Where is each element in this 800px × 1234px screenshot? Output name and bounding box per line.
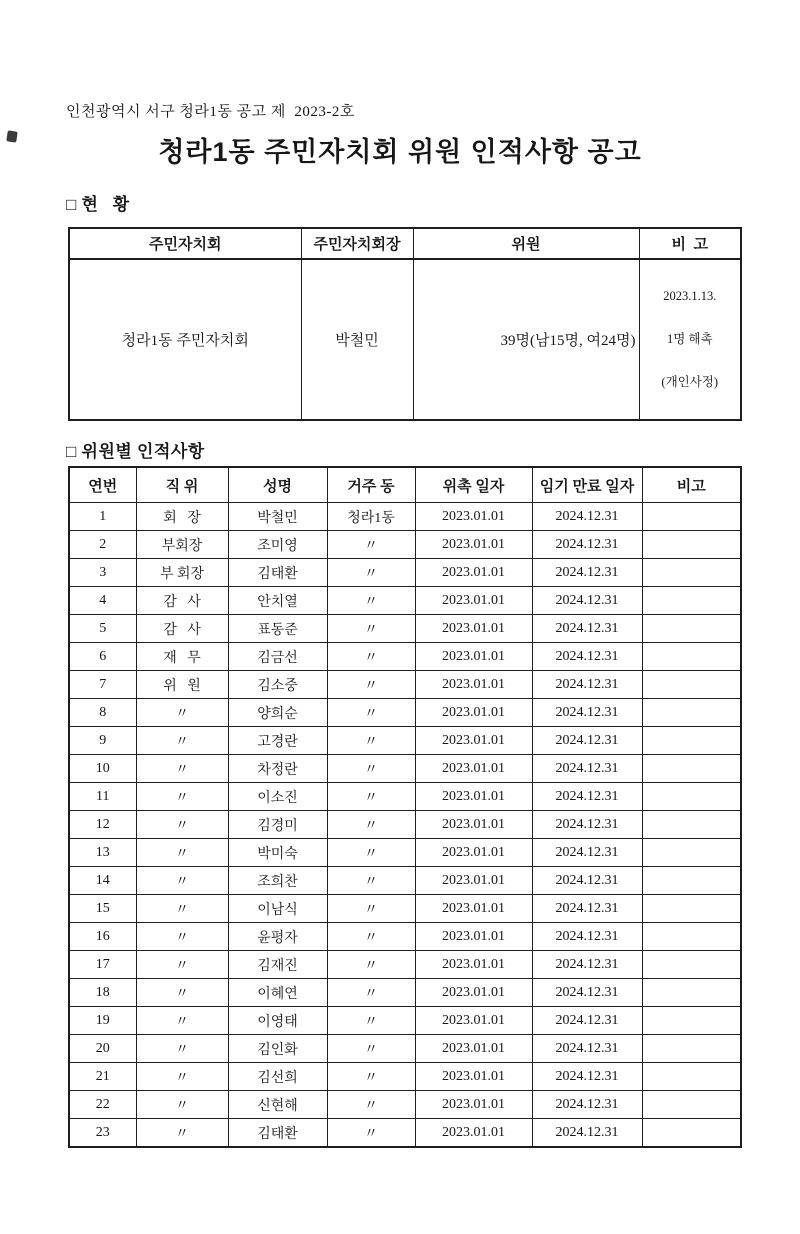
- member-appointed: 2023.01.01: [415, 587, 532, 615]
- member-appointed: 2023.01.01: [415, 755, 532, 783]
- member-name: 조희찬: [228, 867, 327, 895]
- status-note-line: 2023.1.13.: [663, 289, 717, 303]
- member-no: 14: [69, 867, 136, 895]
- members-table: [68, 466, 742, 1148]
- member-dong: 〃: [327, 839, 415, 867]
- page-title: 청라1동 주민자치회 위원 인적사항 공고: [158, 137, 642, 167]
- member-position: 〃: [136, 1119, 228, 1148]
- member-name: 이혜연: [228, 979, 327, 1007]
- member-no: 9: [69, 727, 136, 755]
- member-row: [69, 1063, 741, 1091]
- member-appointed: 2023.01.01: [415, 811, 532, 839]
- member-appointed: 2023.01.01: [415, 615, 532, 643]
- member-expires: 2024.12.31: [532, 895, 642, 923]
- member-no: 20: [69, 1035, 136, 1063]
- status-note: [639, 259, 741, 420]
- member-name: 박철민: [228, 503, 327, 531]
- member-note: [642, 699, 741, 727]
- member-position: 〃: [136, 979, 228, 1007]
- member-expires: 2024.12.31: [532, 1063, 642, 1091]
- member-expires: 2024.12.31: [532, 699, 642, 727]
- member-no: 15: [69, 895, 136, 923]
- member-row: [69, 587, 741, 615]
- member-name: 김인화: [228, 1035, 327, 1063]
- members-col-note: 비고: [642, 467, 741, 503]
- member-position: 〃: [136, 755, 228, 783]
- member-row: [69, 1091, 741, 1119]
- status-note-line: (개인사정): [661, 375, 719, 389]
- member-name: 김태환: [228, 1119, 327, 1148]
- council-name: 청라1동 주민자치회: [69, 259, 301, 420]
- member-note: [642, 727, 741, 755]
- member-position: 〃: [136, 839, 228, 867]
- member-position: 〃: [136, 811, 228, 839]
- member-name: 양희순: [228, 699, 327, 727]
- member-name: 이남식: [228, 895, 327, 923]
- member-note: [642, 839, 741, 867]
- status-note-line: 1명 해촉: [666, 332, 713, 346]
- members-col-appointed: 위촉 일자: [415, 467, 532, 503]
- member-note: [642, 1035, 741, 1063]
- member-no: 16: [69, 923, 136, 951]
- status-table-header-row: [69, 228, 741, 259]
- member-expires: 2024.12.31: [532, 755, 642, 783]
- member-row: [69, 867, 741, 895]
- member-dong: 청라1동: [327, 503, 415, 531]
- member-note: [642, 1007, 741, 1035]
- member-dong: 〃: [327, 1007, 415, 1035]
- member-dong: 〃: [327, 1091, 415, 1119]
- member-note: [642, 895, 741, 923]
- member-name: 안치열: [228, 587, 327, 615]
- member-dong: 〃: [327, 727, 415, 755]
- member-expires: 2024.12.31: [532, 979, 642, 1007]
- member-name: 김재진: [228, 951, 327, 979]
- member-note: [642, 755, 741, 783]
- member-dong: 〃: [327, 531, 415, 559]
- chairman-name: 박철민: [301, 259, 413, 420]
- member-appointed: 2023.01.01: [415, 895, 532, 923]
- member-row: [69, 503, 741, 531]
- member-name: 표동준: [228, 615, 327, 643]
- member-row: [69, 755, 741, 783]
- member-no: 2: [69, 531, 136, 559]
- member-position: 위 원: [136, 671, 228, 699]
- member-row: [69, 783, 741, 811]
- member-appointed: 2023.01.01: [415, 531, 532, 559]
- members-table-body: [69, 503, 741, 1148]
- member-row: [69, 615, 741, 643]
- member-note: [642, 951, 741, 979]
- member-dong: 〃: [327, 587, 415, 615]
- member-note: [642, 979, 741, 1007]
- member-note: [642, 1091, 741, 1119]
- member-row: [69, 727, 741, 755]
- member-note: [642, 783, 741, 811]
- member-no: 5: [69, 615, 136, 643]
- member-dong: 〃: [327, 699, 415, 727]
- member-name: 김선희: [228, 1063, 327, 1091]
- member-dong: 〃: [327, 895, 415, 923]
- member-expires: 2024.12.31: [532, 1119, 642, 1148]
- member-position: 회 장: [136, 503, 228, 531]
- member-count: 39명(남15명, 여24명): [413, 259, 639, 420]
- member-expires: 2024.12.31: [532, 783, 642, 811]
- member-appointed: 2023.01.01: [415, 671, 532, 699]
- member-note: [642, 867, 741, 895]
- member-expires: 2024.12.31: [532, 615, 642, 643]
- member-appointed: 2023.01.01: [415, 839, 532, 867]
- member-note: [642, 671, 741, 699]
- member-appointed: 2023.01.01: [415, 1063, 532, 1091]
- member-note: [642, 559, 741, 587]
- member-dong: 〃: [327, 755, 415, 783]
- member-dong: 〃: [327, 951, 415, 979]
- member-row: [69, 895, 741, 923]
- member-expires: 2024.12.31: [532, 867, 642, 895]
- member-dong: 〃: [327, 1063, 415, 1091]
- member-no: 19: [69, 1007, 136, 1035]
- member-position: 〃: [136, 951, 228, 979]
- member-expires: 2024.12.31: [532, 643, 642, 671]
- member-appointed: 2023.01.01: [415, 1007, 532, 1035]
- member-appointed: 2023.01.01: [415, 979, 532, 1007]
- member-note: [642, 811, 741, 839]
- member-position: 〃: [136, 1007, 228, 1035]
- member-row: [69, 979, 741, 1007]
- member-note: [642, 587, 741, 615]
- member-name: 조미영: [228, 531, 327, 559]
- member-appointed: 2023.01.01: [415, 699, 532, 727]
- members-table-header-row: [69, 467, 741, 503]
- members-col-no: 연번: [69, 467, 136, 503]
- member-note: [642, 1063, 741, 1091]
- member-dong: 〃: [327, 867, 415, 895]
- member-expires: 2024.12.31: [532, 531, 642, 559]
- member-name: 신현해: [228, 1091, 327, 1119]
- member-no: 4: [69, 587, 136, 615]
- member-appointed: 2023.01.01: [415, 559, 532, 587]
- member-name: 김경미: [228, 811, 327, 839]
- member-no: 11: [69, 783, 136, 811]
- member-position: 감 사: [136, 587, 228, 615]
- status-col-council: 주민자치회: [69, 228, 301, 259]
- member-dong: 〃: [327, 643, 415, 671]
- member-expires: 2024.12.31: [532, 923, 642, 951]
- member-name: 이소진: [228, 783, 327, 811]
- member-position: 부회장: [136, 531, 228, 559]
- member-row: [69, 531, 741, 559]
- member-dong: 〃: [327, 811, 415, 839]
- member-name: 김소중: [228, 671, 327, 699]
- member-position: 재 무: [136, 643, 228, 671]
- member-no: 6: [69, 643, 136, 671]
- member-row: [69, 1119, 741, 1148]
- member-note: [642, 531, 741, 559]
- member-note: [642, 1119, 741, 1148]
- member-no: 17: [69, 951, 136, 979]
- member-name: 윤평자: [228, 923, 327, 951]
- member-expires: 2024.12.31: [532, 951, 642, 979]
- member-dong: 〃: [327, 671, 415, 699]
- member-expires: 2024.12.31: [532, 559, 642, 587]
- member-row: [69, 643, 741, 671]
- member-appointed: 2023.01.01: [415, 783, 532, 811]
- member-no: 21: [69, 1063, 136, 1091]
- member-dong: 〃: [327, 783, 415, 811]
- member-row: [69, 671, 741, 699]
- status-section-heading: □ 현 황: [66, 195, 130, 214]
- member-expires: 2024.12.31: [532, 671, 642, 699]
- member-dong: 〃: [327, 1035, 415, 1063]
- member-expires: 2024.12.31: [532, 839, 642, 867]
- member-expires: 2024.12.31: [532, 727, 642, 755]
- member-name: 박미숙: [228, 839, 327, 867]
- member-note: [642, 923, 741, 951]
- members-col-expires: 임기 만료 일자: [532, 467, 642, 503]
- member-dong: 〃: [327, 979, 415, 1007]
- member-no: 23: [69, 1119, 136, 1148]
- member-appointed: 2023.01.01: [415, 1035, 532, 1063]
- status-data-row: [69, 259, 741, 420]
- member-expires: 2024.12.31: [532, 1007, 642, 1035]
- member-appointed: 2023.01.01: [415, 643, 532, 671]
- member-no: 7: [69, 671, 136, 699]
- member-row: [69, 839, 741, 867]
- member-expires: 2024.12.31: [532, 587, 642, 615]
- member-dong: 〃: [327, 1119, 415, 1148]
- member-row: [69, 699, 741, 727]
- member-appointed: 2023.01.01: [415, 503, 532, 531]
- member-name: 이영태: [228, 1007, 327, 1035]
- member-position: 〃: [136, 699, 228, 727]
- member-no: 10: [69, 755, 136, 783]
- status-table: [68, 227, 742, 421]
- member-no: 1: [69, 503, 136, 531]
- member-position: 〃: [136, 1063, 228, 1091]
- member-name: 차정란: [228, 755, 327, 783]
- status-col-chairman: 주민자치회장: [301, 228, 413, 259]
- status-col-members: 위원: [413, 228, 639, 259]
- member-appointed: 2023.01.01: [415, 867, 532, 895]
- member-row: [69, 951, 741, 979]
- member-row: [69, 923, 741, 951]
- doc-number: 인천광역시 서구 청라1동 공고 제 2023-2호: [66, 104, 355, 120]
- member-position: 부 회장: [136, 559, 228, 587]
- member-position: 〃: [136, 923, 228, 951]
- member-expires: 2024.12.31: [532, 811, 642, 839]
- member-row: [69, 1035, 741, 1063]
- member-position: 〃: [136, 1091, 228, 1119]
- member-appointed: 2023.01.01: [415, 923, 532, 951]
- members-col-position: 직 위: [136, 467, 228, 503]
- member-row: [69, 559, 741, 587]
- member-row: [69, 811, 741, 839]
- members-col-name: 성명: [228, 467, 327, 503]
- member-no: 3: [69, 559, 136, 587]
- member-note: [642, 615, 741, 643]
- member-dong: 〃: [327, 559, 415, 587]
- member-appointed: 2023.01.01: [415, 727, 532, 755]
- member-no: 12: [69, 811, 136, 839]
- member-appointed: 2023.01.01: [415, 1119, 532, 1148]
- members-col-dong: 거주 동: [327, 467, 415, 503]
- member-expires: 2024.12.31: [532, 1091, 642, 1119]
- member-name: 고경란: [228, 727, 327, 755]
- scan-artifact-mark: [6, 130, 17, 142]
- member-name: 김태환: [228, 559, 327, 587]
- member-note: [642, 503, 741, 531]
- member-row: [69, 1007, 741, 1035]
- member-dong: 〃: [327, 615, 415, 643]
- member-position: 〃: [136, 867, 228, 895]
- members-section-heading: □ 위원별 인적사항: [66, 442, 205, 461]
- document-page: [0, 103, 800, 1234]
- status-col-note: 비 고: [639, 228, 741, 259]
- member-position: 〃: [136, 895, 228, 923]
- member-no: 8: [69, 699, 136, 727]
- member-position: 〃: [136, 727, 228, 755]
- member-position: 감 사: [136, 615, 228, 643]
- member-name: 김금선: [228, 643, 327, 671]
- member-no: 18: [69, 979, 136, 1007]
- member-position: 〃: [136, 1035, 228, 1063]
- member-expires: 2024.12.31: [532, 503, 642, 531]
- member-position: 〃: [136, 783, 228, 811]
- member-no: 22: [69, 1091, 136, 1119]
- member-note: [642, 643, 741, 671]
- member-appointed: 2023.01.01: [415, 951, 532, 979]
- member-expires: 2024.12.31: [532, 1035, 642, 1063]
- member-dong: 〃: [327, 923, 415, 951]
- member-appointed: 2023.01.01: [415, 1091, 532, 1119]
- member-no: 13: [69, 839, 136, 867]
